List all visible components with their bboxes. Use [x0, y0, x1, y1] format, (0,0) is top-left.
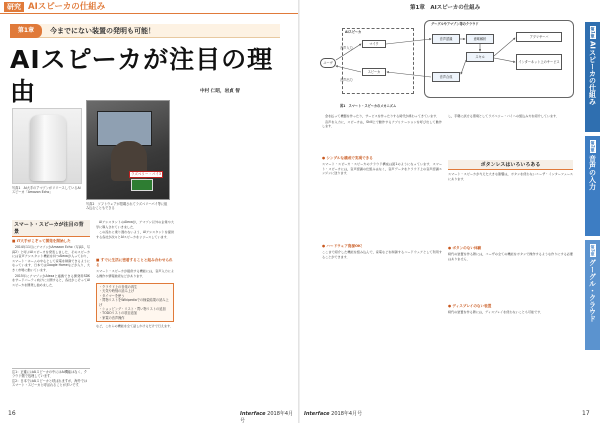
side-tab-chapter-3 — [585, 240, 600, 350]
right-page — [300, 0, 600, 423]
chapter-band — [10, 24, 280, 38]
left-para-1: 2014年11月にアマゾンがAmazon Echo（写真1，写真2）と呼ぶAIスピーカを発表しました．そのスピーカには音声アシスタント機能を持つAlexaが入っており，スマート・ホームの中心として家電を制御できるようになっています．日本ではGoogle Homeなどが入り，大きく市場に動いています． — [12, 245, 90, 272]
left-column — [12, 220, 90, 365]
diagram-app-server: アプリサーバ — [516, 32, 562, 42]
footnotes — [12, 368, 90, 388]
photo1-caption: 写真1 AI大手のアマゾンがリリースしているAIスピーカ「Amazon Echo」 — [12, 186, 81, 195]
right1-para-2: 音声を入力に，スピーカは，Skill上で動作するアプリケーションを呼び出して動作します． — [322, 119, 442, 129]
feature-list — [96, 283, 174, 322]
mid-column — [96, 220, 174, 390]
side-tab-chapter-1 — [585, 22, 600, 132]
feature-item: ・天気や時刻の読み上げ — [99, 289, 135, 294]
feature-item: ・買物リストをWikipediaでの検索結果の読み上げ — [99, 298, 169, 307]
tagline: 今までにない装置の発明も可能！ — [50, 27, 155, 35]
chapter-title-right: 第1章 AIスピーカの仕組み — [410, 5, 481, 11]
page-number-left: 16 — [8, 410, 16, 417]
right2-para-4: 時代の装置を作る際には，ディスプレイを使わないことも可能です． — [448, 310, 544, 314]
main-title: AIスピーカが注目の理由 — [10, 45, 274, 106]
diagram-speaker-label: AIスピーカ — [345, 30, 362, 34]
sub-heading-life: ■ すでに生活に密着することと組み合わせられる — [96, 257, 173, 267]
diagram-nlu: 意味解析 — [466, 34, 494, 44]
page-number-right: 17 — [582, 410, 590, 417]
diagram-google-label: グーグルやアマゾン等のクラウド — [431, 22, 479, 26]
series-header — [0, 0, 298, 14]
sub-heading-hardware: ● ハードウェア資源OK！ — [322, 243, 365, 248]
feature-item: ・家電の音声操作 — [99, 315, 125, 320]
magazine-name-right: Interface — [304, 411, 330, 417]
photo-raspberry-pi — [86, 100, 170, 200]
section-heading-buttonless: ボタンレスはいろいろある — [448, 160, 573, 170]
right2-para-1: し，手軽に試せる環境としてラズベリー・パイへの組込み方を紹介しています． — [448, 114, 560, 118]
feature-item: ・タイマーを使う — [99, 293, 125, 298]
side-tab-1-num: 第1章 — [590, 27, 596, 38]
photo2-caption: 写真2 ソフトウェアが搭載されてラズベリーパイ等に組み込むこともできる — [86, 202, 168, 211]
series-title: AIスピーカの仕組み — [28, 2, 106, 12]
mid-para-1: AIアシスタントのAlexaが，アマゾン以外の企業や大学に導入されていきました． — [96, 220, 174, 229]
feature-item: ・ショッピング・リスト・買い物リストの追加 — [99, 307, 166, 312]
footer-magazine-left — [240, 410, 298, 423]
sub-heading-simple: ● シンプルな構成で実現できる — [322, 155, 373, 160]
right-col1-body-a — [322, 114, 442, 154]
diagram-tts: 音声合成 — [432, 72, 460, 82]
side-tab-3-num: 第3章 — [590, 245, 596, 256]
feature-item: ・クラウド上の音楽の再生 — [99, 285, 138, 289]
footnote-1: 注1：正確にはAIスピーカの中にはAI機能はなく，クラウド側で処理しています． — [12, 370, 87, 379]
diagram-mic: マイク — [362, 40, 386, 48]
mid-para-4: など，これらの機能を全て話しかけるだけで行えます． — [96, 324, 174, 329]
diagram-voice-in: 音声入力 — [340, 46, 353, 50]
right1-para-3: スマート・スピーカ・スピーカのクラウド構成は図1のようになっています．スマート・スピーカには，音声認識の仕組みはなく，音声データをクラウド上の音声認識エンジンに送ります． — [322, 162, 442, 176]
speaker-cylinder-icon — [30, 115, 66, 181]
series-badge: 研究 — [4, 2, 24, 12]
diagram-voice-out: 音声出力 — [340, 78, 353, 82]
chapter-badge: 第1章 — [10, 24, 42, 38]
photo2-label: ラズベリー・パイ3 — [131, 172, 162, 176]
magazine-name-left: Interface — [240, 411, 266, 417]
mid-para-3: スマート・スピーカが提供する機能には，音声入力による操作や情報検索などがあります． — [96, 269, 174, 278]
right2-para-3: 時代の装置を作る際には，ユーザの全ての機能をボタンで操作するような作りにする必要はありません． — [448, 252, 573, 261]
side-tab-2-label: 音声の入力 — [588, 154, 597, 190]
sub-heading-it: ■ IT大手がこぞって開発を開始した — [12, 238, 71, 243]
left-page — [0, 0, 298, 423]
right-col-1 — [322, 114, 442, 404]
diagram-spk: スピーカ — [362, 68, 386, 76]
feature-item: ・TODOリストの項目追加 — [99, 311, 138, 316]
diagram-arrows — [320, 14, 578, 102]
diagram-internet: インターネット上のサービス — [516, 54, 562, 70]
footnote-2: 注2：日本ではAIスピーカと呼ばれますが，海外ではスマート・スピーカと呼ばれることが多いです． — [12, 378, 88, 388]
magazine-date-left: 2018年4月号 — [240, 411, 294, 423]
footer-magazine-right — [304, 410, 362, 417]
side-tab-chapter-2 — [585, 136, 600, 236]
right1-para-4: ここまで紹介した機能を組み込んで，家電などを制御するハードウェアとして利用することができます． — [322, 250, 442, 259]
right1-para-1: 金を払って機器を作ったり，サービスを作ったりする時代が終わってきています． — [325, 114, 440, 118]
right2-para-2: スマート・スピーカが与えた大きな影響は，ボタンを使わないユーザ・インターフェースにあります． — [448, 172, 573, 181]
mid-para-2: この流れに乗り遅れないよう，AIアシスタントを提供する各社が次々とAIスピーカをリリースしています． — [96, 230, 174, 239]
page-gutter — [298, 0, 300, 423]
diagram-user: ユーザ — [320, 58, 336, 68]
mid-body-top — [96, 220, 174, 256]
authors: 中村 仁昭，岩貞 智 — [200, 89, 240, 94]
figure-1-caption: 図1 スマート・スピーカのメカニズム — [340, 104, 397, 108]
sub-heading-no-button: ● ボタンのない体験 — [448, 245, 482, 250]
section-heading: スマート・スピーカが注目の背景 — [12, 220, 90, 237]
left-para-2: 2015年にアマゾンがAlexaと連携できる開発用SDKをサードパーティ向けに公開すると，各社がこぞってAIスピーカを開発し始めました． — [12, 273, 90, 287]
side-tab-2-num: 第2章 — [590, 141, 596, 152]
sub-heading-no-display: ● ディスプレイのない装置 — [448, 303, 492, 308]
magazine-date-right: 2018年4月号 — [331, 411, 363, 417]
photo-smart-speaker — [12, 108, 82, 184]
side-tab-3-label: グーグル・クラウド — [588, 258, 597, 322]
board-shape — [131, 179, 153, 191]
figure-1 — [320, 14, 578, 102]
left-body — [12, 245, 90, 345]
right-col-2 — [448, 114, 573, 404]
side-tab-1-label: AIスピーカの仕組み — [588, 40, 597, 105]
diagram-recog: 音声認識 — [432, 34, 460, 44]
diagram-skill: スキル — [466, 52, 494, 62]
